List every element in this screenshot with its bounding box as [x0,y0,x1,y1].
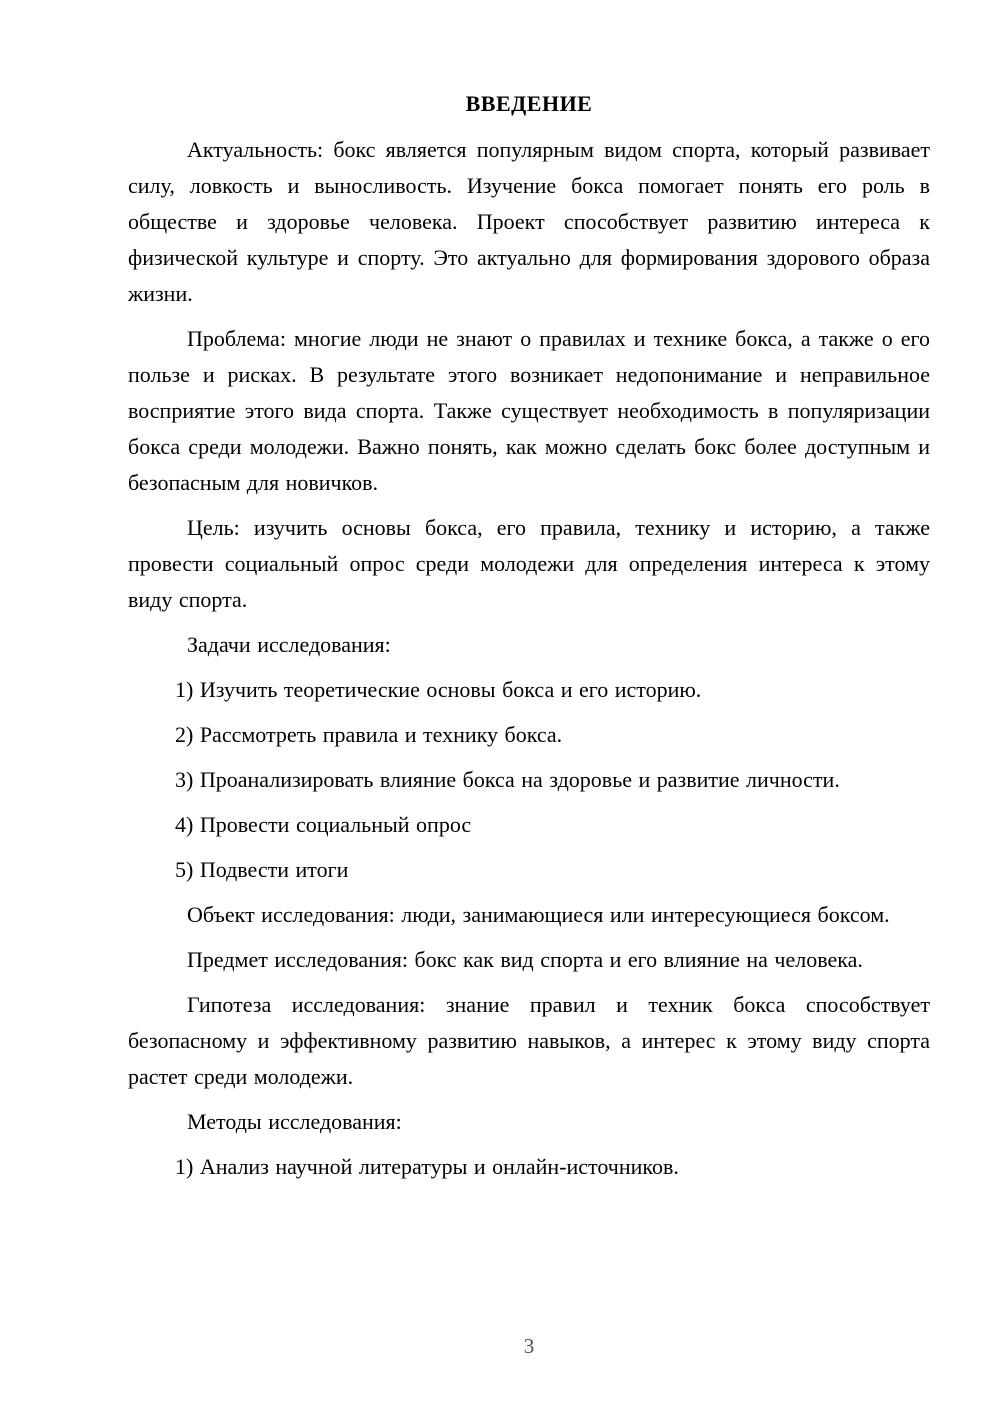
document-title: ВВЕДЕНИЕ [465,91,593,116]
document-body [128,0,930,1194]
list-item: 4) Провести социальный опрос [175,812,472,837]
paragraph: Гипотеза исследования: знание правил и техник бокса способствует безопасному и эффективному развитию навыков, а интерес к этому виду спорта растет среди молодежи. [128,992,930,1089]
paragraph: Цель: изучить основы бокса, его правила, технику и историю, а также провести социальный опрос среди молодежи для определения интереса к этому виду спорта. [128,515,930,612]
list-item: 1) Изучить теоретические основы бокса и его историю. [175,677,702,702]
paragraph: Задачи исследования: [187,632,391,657]
list-item: 5) Подвести итоги [175,857,349,882]
list-item: 2) Рассмотреть правила и технику бокса. [175,722,563,747]
list-item: 1) Анализ научной литературы и онлайн-источников. [175,1154,679,1179]
page-number: 3 [523,1334,535,1358]
paragraph: Предмет исследования: бокс как вид спорта и его влияние на человека. [187,947,863,972]
paragraph: Актуальность: бокс является популярным видом спорта, который развивает силу, ловкость и выносливость. Изучение бокса помогает понять его роль в обществе и здоровье человека. Проект способствует развитию интереса к физической культуре и спорту. Это актуально для формирования здорового образа жизни. [128,137,930,306]
list-item: 3) Проанализировать влияние бокса на здоровье и развитие личности. [175,767,840,792]
paragraph: Методы исследования: [187,1109,402,1134]
paragraph: Проблема: многие люди не знают о правилах и технике бокса, а также о его пользе и рисках. В результате этого возникает недопонимание и неправильное восприятие этого вида спорта. Также существует необходимость в популяризации бокса среди молодежи. Важно понять, как можно сделать бокс более доступным и безопасным для новичков. [128,326,930,495]
paragraph: Объект исследования: люди, занимающиеся или интересующиеся боксом. [187,902,890,927]
